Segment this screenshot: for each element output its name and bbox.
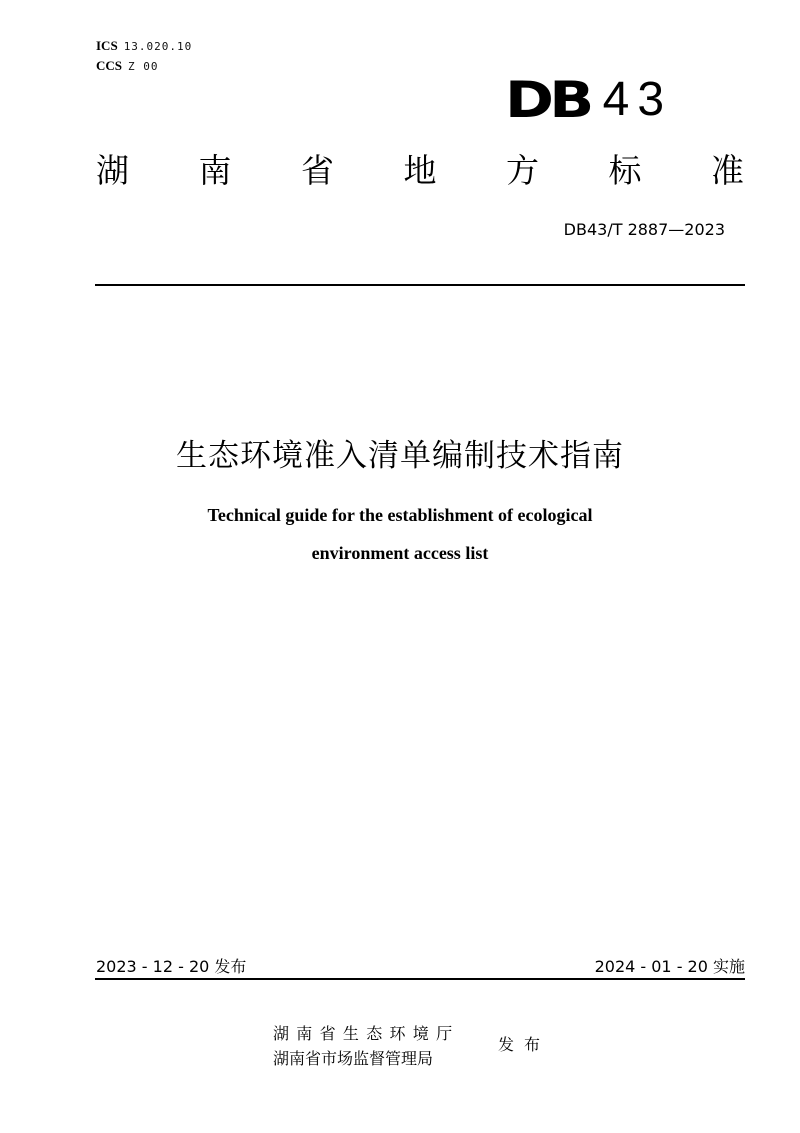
- issuer-ecology-department: 湖南省生态环境厅: [273, 1024, 460, 1043]
- standard-type-char: 南: [198, 151, 232, 190]
- ccs-value: Z 00: [128, 60, 159, 73]
- ics-label: ICS: [96, 38, 118, 53]
- document-title-en-line2: environment access list: [311, 543, 489, 563]
- issuer-market-regulation: 湖南省市场监督管理局: [273, 1049, 434, 1068]
- ics-code: [96, 38, 192, 55]
- standard-type-title: [96, 150, 744, 192]
- standard-type-char: 方: [506, 151, 539, 190]
- header-divider: [95, 284, 745, 286]
- footer-divider: [95, 978, 745, 980]
- standard-type-char: 省: [301, 151, 334, 190]
- standard-type-char: 湖: [96, 151, 129, 190]
- province-code: 43: [602, 73, 673, 126]
- ics-value: 13.020.10: [123, 40, 193, 53]
- document-title-cn: 生态环境准入清单编制技术指南: [176, 438, 624, 474]
- standard-type-char: 标: [608, 151, 642, 190]
- document-title-en-line1: Technical guide for the establishment of ecological: [207, 505, 593, 525]
- standard-number: DB43/T 2887—2023: [563, 220, 725, 239]
- standard-type-char: 准: [711, 151, 744, 190]
- issuing-authorities: [273, 1021, 459, 1071]
- issued-label: 发布: [498, 1035, 551, 1054]
- ccs-code: [96, 58, 159, 75]
- implementation-date: 2024 - 01 - 20 实施: [594, 957, 745, 976]
- db43-logo: [505, 72, 672, 128]
- db-logo-mark: DB: [505, 71, 590, 129]
- ccs-label: CCS: [96, 58, 123, 73]
- issue-date: 2023 - 12 - 20 发布: [96, 957, 247, 976]
- standard-type-char: 地: [403, 151, 437, 190]
